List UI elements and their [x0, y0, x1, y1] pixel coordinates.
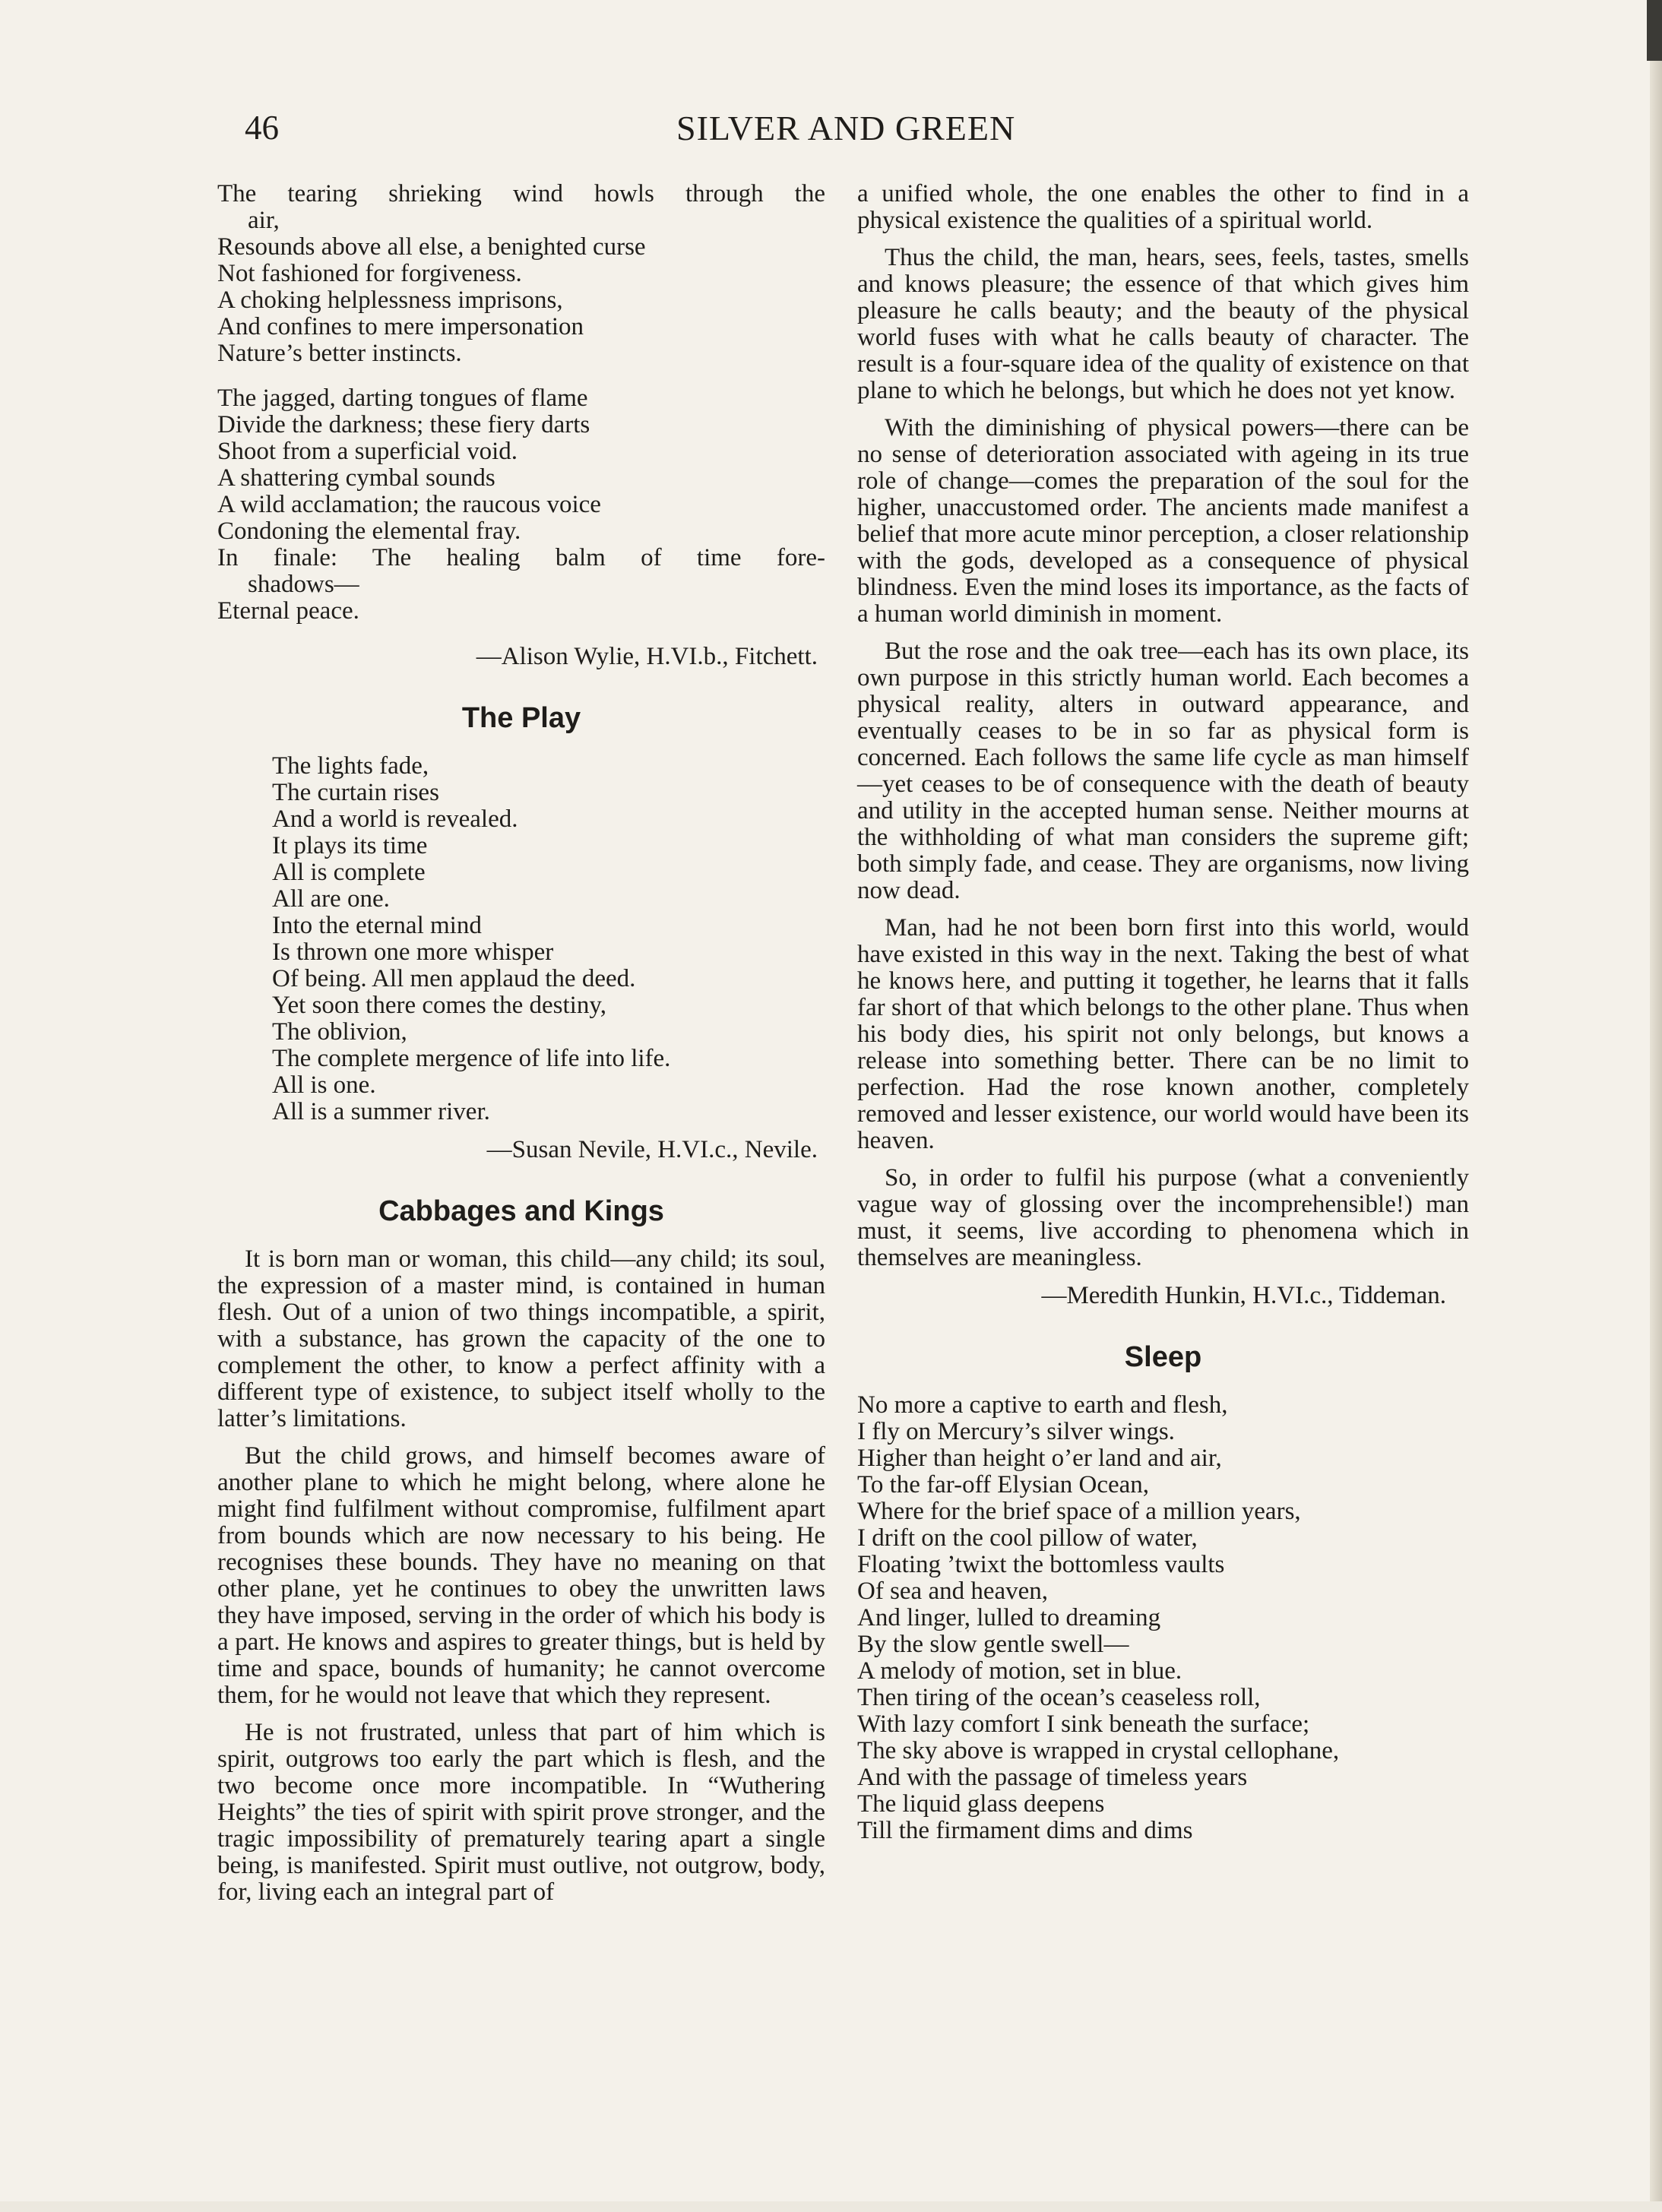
verse-line: The liquid glass deepens — [857, 1790, 1105, 1818]
page-edge — [1650, 0, 1662, 2212]
essay-paragraph: But the rose and the oak tree—each has its own place, its own purpose in this strictly human world. Each becomes a physical reality, alters in outward appearance, and eventually ceases to be in so far as physical form is concerned. Each follows the same life cycle as man himself—yet ceases to be of consequence with the death of beauty and utility in the accepted human sense. Neither mourns at the withholding of what man considers the supreme gift; both simply fade, and cease. They are organisms, now living now dead. — [857, 638, 1469, 904]
poem-the-play — [217, 753, 825, 1125]
poem-attribution: —Susan Nevile, H.VI.c., Nevile. — [486, 1136, 818, 1163]
verse-line: By the slow gentle swell— — [857, 1631, 1129, 1658]
verse-line: Of being. All men applaud the deed. — [272, 965, 636, 992]
verse-line: A shattering cymbal sounds — [217, 464, 495, 492]
verse-line: Where for the brief space of a million years, — [857, 1498, 1301, 1525]
poem-stanza-1 — [217, 181, 825, 367]
verse-line: And confines to mere impersonation — [217, 313, 584, 340]
verse-line: The complete mergence of life into life. — [272, 1045, 671, 1072]
verse-line: All is a summer river. — [272, 1098, 490, 1125]
section-title-sleep: Sleep — [1124, 1341, 1202, 1373]
verse-line: The curtain rises — [272, 779, 439, 806]
poem-attribution: —Alison Wylie, H.VI.b., Fitchett. — [476, 643, 818, 670]
verse-line: shadows— — [248, 571, 359, 598]
verse-line: And linger, lulled to dreaming — [857, 1604, 1161, 1631]
verse-line: No more a captive to earth and flesh, — [857, 1391, 1228, 1419]
verse-line: Resounds above all else, a benighted curse — [217, 233, 646, 261]
essay-attribution: —Meredith Hunkin, H.VI.c., Tiddeman. — [1041, 1282, 1446, 1309]
verse-line: Till the firmament dims and dims — [857, 1817, 1193, 1844]
verse-line: Eternal peace. — [217, 597, 359, 625]
section-title-the-play: The Play — [461, 702, 581, 734]
essay-paragraph: a unified whole, the one enables the other to find in a physical existence the qualities of a spiritual world. — [857, 180, 1469, 234]
verse-line: Yet soon there comes the destiny, — [272, 992, 606, 1019]
verse-line: A choking helplessness imprisons, — [217, 286, 563, 314]
verse-line: The sky above is wrapped in crystal cellophane, — [857, 1737, 1340, 1764]
verse-line: The lights fade, — [272, 752, 429, 780]
verse-line: A melody of motion, set in blue. — [857, 1657, 1182, 1685]
verse-line: Nature’s better instincts. — [217, 340, 462, 367]
verse-line: And a world is revealed. — [272, 805, 518, 833]
verse-line: A wild acclamation; the raucous voice — [217, 491, 601, 518]
verse-line: It plays its time — [272, 832, 428, 859]
page-number: 46 — [245, 109, 279, 147]
verse-line: All is complete — [272, 859, 426, 886]
verse-line: Divide the darkness; these fiery darts — [217, 411, 590, 438]
essay-paragraph: It is born man or woman, this child—any child; its soul, the expression of a master mind, is contained in human flesh. Out of a union of two things incompatible, a spirit, with a substance, has grown the capacity of the one to complement the other, to know a perfect affinity with a different type of existence, to subject itself wholly to the latter’s limitations. — [217, 1245, 825, 1432]
verse-line: Shoot from a superficial void. — [217, 438, 518, 465]
verse-line: In finale: The healing balm of time fore- — [217, 544, 825, 571]
verse-line: With lazy comfort I sink beneath the surface; — [857, 1710, 1310, 1738]
verse-line: I drift on the cool pillow of water, — [857, 1524, 1198, 1552]
essay-paragraph: Thus the child, the man, hears, sees, feels, tastes, smells and knows pleasure; the essence of that which gives him pleasure he calls beauty; and the beauty of the physical world fuses with what he calls beauty of character. The result is a four-square idea of the quality of existence on that plane to which he belongs, but which he does not yet know. — [857, 244, 1469, 404]
verse-line: Higher than height o’er land and air, — [857, 1445, 1222, 1472]
section-title-cabbages-and-kings: Cabbages and Kings — [378, 1195, 664, 1227]
page-bottom-edge — [0, 2201, 1662, 2212]
essay-paragraph: He is not frustrated, unless that part of him which is spirit, outgrows too early the part which is flesh, and the two become once more incompatible. In “Wuthering Heights” the ties of spirit with spirit prove stronger, and the tragic impossibility of prematurely tearing apart a single being, is manifested. Spirit must outlive, not outgrow, body, for, living each an integral part of — [217, 1719, 825, 1906]
essay-paragraph: So, in order to fulfil his purpose (what a conveniently vague way of glossing over the incomprehensible!) man must, it seems, live according to phenomena which in themselves are meaningless. — [857, 1164, 1469, 1271]
verse-line: And with the passage of timeless years — [857, 1764, 1248, 1791]
verse-line: To the far-off Elysian Ocean, — [857, 1471, 1150, 1498]
verse-line: All are one. — [272, 885, 390, 913]
verse-line: Is thrown one more whisper — [272, 938, 554, 966]
verse-line: The oblivion, — [272, 1018, 407, 1046]
verse-line: Condoning the elemental fray. — [217, 517, 521, 545]
verse-line: Of sea and heaven, — [857, 1578, 1049, 1605]
essay-paragraph: With the diminishing of physical powers—there can be no sense of deterioration associated with ageing in its true role of change—comes the preparation of the soul for the higher, unaccustomed order. The ancients made manifest a belief that more acute minor perception, a closer relationship with the gods, developed as a consequence of physical blindness. Even the mind loses its importance, as the facts of a human world diminish in moment. — [857, 414, 1469, 628]
poem-stanza-2 — [217, 385, 825, 625]
poem-sleep — [857, 1392, 1469, 1844]
corner-mark — [1647, 0, 1662, 61]
verse-line: Then tiring of the ocean’s ceaseless roll, — [857, 1684, 1261, 1711]
right-column — [857, 181, 1469, 1844]
essay-paragraph: Man, had he not been born first into this world, would have existed in this way in the next. Taking the best of what he knows here, and putting it together, he learns that it falls far short of that which belongs to the other plane. Thus when his body dies, his spirit not only belongs, but knows a release into something better. There can be no limit to perfection. Had the rose known another, completely removed and lesser existence, our world would have been its heaven. — [857, 914, 1469, 1154]
verse-line: I fly on Mercury’s silver wings. — [857, 1418, 1175, 1445]
verse-line: Into the eternal mind — [272, 912, 482, 939]
verse-line: Not fashioned for forgiveness. — [217, 260, 522, 287]
verse-line: air, — [248, 207, 280, 234]
verse-line: Floating ’twixt the bottomless vaults — [857, 1551, 1225, 1578]
verse-line: The tearing shrieking wind howls through the — [217, 180, 825, 207]
verse-line: The jagged, darting tongues of flame — [217, 384, 588, 412]
left-column — [217, 181, 825, 1916]
verse-line: All is one. — [272, 1071, 376, 1099]
running-title: SILVER AND GREEN — [676, 109, 1016, 147]
essay-paragraph: But the child grows, and himself becomes aware of another plane to which he might belong, where alone he might find fulfilment without compromise, fulfilment apart from bounds which are now necessary to his being. He recognises these bounds. They have no meaning on that other plane, yet he continues to obey the unwritten laws they have imposed, serving in the order of which his body is a part. He knows and aspires to greater things, but is held by time and space, bounds of humanity; he cannot overcome them, for he would not leave that which they represent. — [217, 1442, 825, 1709]
